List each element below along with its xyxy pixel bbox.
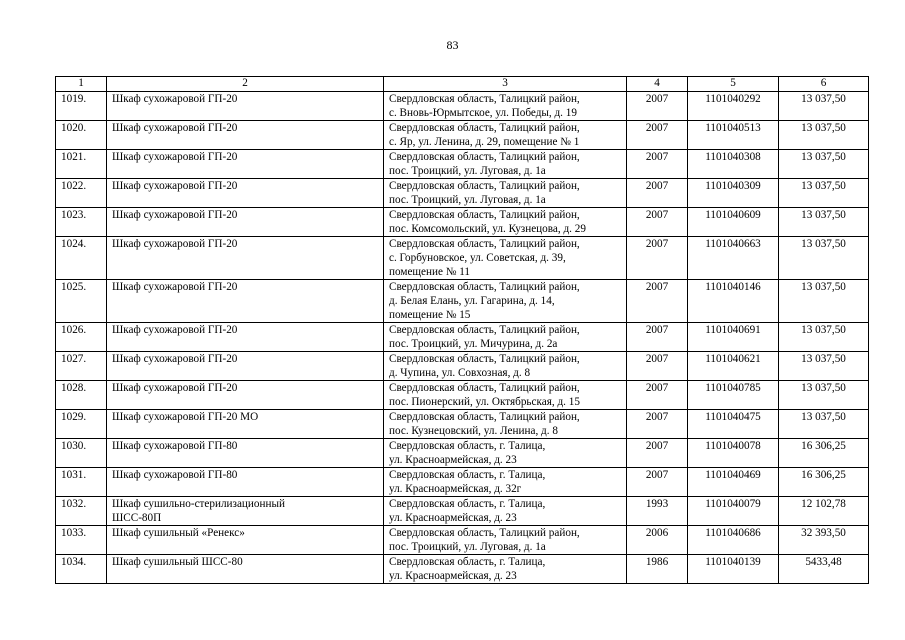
item-cost: 13 037,50 <box>779 381 869 410</box>
table-row <box>56 150 869 179</box>
inventory-number: 1101040663 <box>688 237 779 280</box>
table-row <box>56 381 869 410</box>
item-year: 2007 <box>627 468 688 497</box>
table-row <box>56 352 869 381</box>
item-address-line: д. Чупина, ул. Совхозная, д. 8 <box>389 367 531 379</box>
inventory-number: 1101040785 <box>688 381 779 410</box>
table-row <box>56 555 869 584</box>
item-year: 2007 <box>627 92 688 121</box>
row-number: 1021. <box>56 150 107 179</box>
item-address-line: Свердловская область, Талицкий район, <box>389 180 580 192</box>
item-address <box>384 208 627 237</box>
table-row <box>56 497 869 526</box>
item-name <box>107 439 384 468</box>
header-row <box>56 77 869 92</box>
header-col-1: 1 <box>56 77 107 92</box>
item-address-line: Свердловская область, г. Талица, <box>389 469 546 481</box>
item-year: 2007 <box>627 150 688 179</box>
header-col-4: 4 <box>627 77 688 92</box>
item-address <box>384 237 627 280</box>
item-name <box>107 121 384 150</box>
inventory-number: 1101040308 <box>688 150 779 179</box>
item-name-line: Шкаф сухожаровой ГП-20 <box>112 180 238 192</box>
row-number: 1019. <box>56 92 107 121</box>
item-address-line: Свердловская область, г. Талица, <box>389 498 546 510</box>
row-number: 1024. <box>56 237 107 280</box>
table-body <box>56 92 869 584</box>
row-number: 1032. <box>56 497 107 526</box>
table-row <box>56 208 869 237</box>
item-address <box>384 439 627 468</box>
header-col-6: 6 <box>779 77 869 92</box>
item-address-line: ул. Красноармейская, д. 23 <box>389 512 517 524</box>
inventory-number: 1101040309 <box>688 179 779 208</box>
item-address-line: Свердловская область, Талицкий район, <box>389 238 580 250</box>
item-address <box>384 92 627 121</box>
item-name <box>107 526 384 555</box>
inventory-number: 1101040609 <box>688 208 779 237</box>
item-year: 2007 <box>627 280 688 323</box>
item-name-line: Шкаф сухожаровой ГП-20 <box>112 324 238 336</box>
item-address <box>384 497 627 526</box>
row-number: 1027. <box>56 352 107 381</box>
item-name-line: Шкаф сухожаровой ГП-20 МО <box>112 411 259 423</box>
inventory-table <box>55 76 869 584</box>
item-year: 2007 <box>627 179 688 208</box>
item-name <box>107 497 384 526</box>
item-name <box>107 323 384 352</box>
item-address-line: Свердловская область, г. Талица, <box>389 556 546 568</box>
item-name-line: Шкаф сухожаровой ГП-20 <box>112 122 238 134</box>
item-cost: 16 306,25 <box>779 439 869 468</box>
item-address-line: Свердловская область, Талицкий район, <box>389 382 580 394</box>
item-year: 2007 <box>627 410 688 439</box>
item-address-line: с. Вновь-Юрмытское, ул. Победы, д. 19 <box>389 107 577 119</box>
item-address-line: пос. Троицкий, ул. Луговая, д. 1а <box>389 541 546 553</box>
item-address <box>384 410 627 439</box>
item-name-line: Шкаф сухожаровой ГП-20 <box>112 281 238 293</box>
row-number: 1028. <box>56 381 107 410</box>
item-name-line: Шкаф сухожаровой ГП-20 <box>112 382 238 394</box>
header-col-3: 3 <box>384 77 627 92</box>
item-year: 2007 <box>627 439 688 468</box>
item-year: 2006 <box>627 526 688 555</box>
row-number: 1020. <box>56 121 107 150</box>
header-col-5: 5 <box>688 77 779 92</box>
item-cost: 13 037,50 <box>779 280 869 323</box>
item-cost: 13 037,50 <box>779 323 869 352</box>
item-cost: 13 037,50 <box>779 179 869 208</box>
row-number: 1029. <box>56 410 107 439</box>
inventory-number: 1101040078 <box>688 439 779 468</box>
row-number: 1026. <box>56 323 107 352</box>
item-cost: 13 037,50 <box>779 150 869 179</box>
item-name <box>107 468 384 497</box>
item-name <box>107 410 384 439</box>
item-address <box>384 179 627 208</box>
item-name <box>107 150 384 179</box>
table-row <box>56 410 869 439</box>
item-name <box>107 352 384 381</box>
item-address <box>384 555 627 584</box>
item-address-line: пос. Комсомольский, ул. Кузнецова, д. 29 <box>389 223 586 235</box>
item-name-line: Шкаф сушильно-стерилизационный <box>112 498 285 510</box>
item-year: 2007 <box>627 381 688 410</box>
item-address-line: Свердловская область, Талицкий район, <box>389 281 580 293</box>
inventory-number: 1101040691 <box>688 323 779 352</box>
item-address-line: пос. Троицкий, ул. Мичурина, д. 2а <box>389 338 558 350</box>
table-row <box>56 179 869 208</box>
item-address <box>384 468 627 497</box>
row-number: 1033. <box>56 526 107 555</box>
item-name-line: Шкаф сухожаровой ГП-20 <box>112 151 238 163</box>
item-address-line: Свердловская область, Талицкий район, <box>389 353 580 365</box>
item-address-line: Свердловская область, Талицкий район, <box>389 411 580 423</box>
item-name <box>107 208 384 237</box>
item-name <box>107 179 384 208</box>
item-address-line: пос. Пионерский, ул. Октябрьская, д. 15 <box>389 396 580 408</box>
item-address-line: Свердловская область, Талицкий район, <box>389 93 580 105</box>
item-address-line: Свердловская область, Талицкий район, <box>389 151 580 163</box>
inventory-number: 1101040469 <box>688 468 779 497</box>
item-cost: 32 393,50 <box>779 526 869 555</box>
item-year: 2007 <box>627 237 688 280</box>
item-address <box>384 121 627 150</box>
item-name-line: Шкаф сушильный ШСС-80 <box>112 556 243 568</box>
item-address-line: ул. Красноармейская, д. 23 <box>389 570 517 582</box>
item-name <box>107 237 384 280</box>
item-name-line: Шкаф сухожаровой ГП-80 <box>112 440 238 452</box>
item-cost: 13 037,50 <box>779 410 869 439</box>
item-year: 2007 <box>627 352 688 381</box>
inventory-number: 1101040621 <box>688 352 779 381</box>
item-cost: 13 037,50 <box>779 92 869 121</box>
inventory-number: 1101040686 <box>688 526 779 555</box>
item-address-line: с. Яр, ул. Ленина, д. 29, помещение № 1 <box>389 136 580 148</box>
inventory-number: 1101040513 <box>688 121 779 150</box>
table-row <box>56 439 869 468</box>
item-address-line: д. Белая Елань, ул. Гагарина, д. 14, <box>389 295 555 307</box>
inventory-number: 1101040146 <box>688 280 779 323</box>
item-name-line: Шкаф сухожаровой ГП-20 <box>112 93 238 105</box>
item-address <box>384 526 627 555</box>
item-address <box>384 280 627 323</box>
row-number: 1030. <box>56 439 107 468</box>
item-name-line: ШСС-80П <box>112 512 162 524</box>
table-row <box>56 92 869 121</box>
item-address-line: помещение № 15 <box>389 309 471 321</box>
item-cost: 12 102,78 <box>779 497 869 526</box>
item-year: 2007 <box>627 208 688 237</box>
header-col-2: 2 <box>107 77 384 92</box>
item-name-line: Шкаф сухожаровой ГП-20 <box>112 353 238 365</box>
item-cost: 16 306,25 <box>779 468 869 497</box>
item-address-line: ул. Красноармейская, д. 32г <box>389 483 522 495</box>
item-cost: 13 037,50 <box>779 352 869 381</box>
item-name <box>107 280 384 323</box>
table-row <box>56 526 869 555</box>
item-address-line: Свердловская область, Талицкий район, <box>389 527 580 539</box>
table-row <box>56 121 869 150</box>
row-number: 1025. <box>56 280 107 323</box>
item-year: 2007 <box>627 323 688 352</box>
item-address <box>384 381 627 410</box>
item-address-line: пос. Троицкий, ул. Луговая, д. 1а <box>389 165 546 177</box>
item-year: 1993 <box>627 497 688 526</box>
item-name-line: Шкаф сухожаровой ГП-20 <box>112 209 238 221</box>
item-year: 1986 <box>627 555 688 584</box>
item-address <box>384 150 627 179</box>
item-address <box>384 323 627 352</box>
row-number: 1031. <box>56 468 107 497</box>
inventory-number: 1101040139 <box>688 555 779 584</box>
item-address-line: Свердловская область, Талицкий район, <box>389 209 580 221</box>
item-address-line: помещение № 11 <box>389 266 470 278</box>
item-name-line: Шкаф сухожаровой ГП-80 <box>112 469 238 481</box>
table-row <box>56 280 869 323</box>
inventory-number: 1101040292 <box>688 92 779 121</box>
table-row <box>56 468 869 497</box>
item-name <box>107 555 384 584</box>
row-number: 1023. <box>56 208 107 237</box>
table-row <box>56 237 869 280</box>
item-address-line: пос. Троицкий, ул. Луговая, д. 1а <box>389 194 546 206</box>
item-address-line: Свердловская область, г. Талица, <box>389 440 546 452</box>
row-number: 1022. <box>56 179 107 208</box>
item-address-line: пос. Кузнецовский, ул. Ленина, д. 8 <box>389 425 558 437</box>
item-cost: 13 037,50 <box>779 208 869 237</box>
page-number: 83 <box>446 38 459 52</box>
item-name-line: Шкаф сушильный «Ренекс» <box>112 527 245 539</box>
item-year: 2007 <box>627 121 688 150</box>
item-name-line: Шкаф сухожаровой ГП-20 <box>112 238 238 250</box>
item-cost: 5433,48 <box>779 555 869 584</box>
inventory-number: 1101040475 <box>688 410 779 439</box>
item-address-line: ул. Красноармейская, д. 23 <box>389 454 517 466</box>
item-address-line: Свердловская область, Талицкий район, <box>389 122 580 134</box>
inventory-number: 1101040079 <box>688 497 779 526</box>
item-address-line: с. Горбуновское, ул. Советская, д. 39, <box>389 252 566 264</box>
item-cost: 13 037,50 <box>779 237 869 280</box>
table-row <box>56 323 869 352</box>
item-name <box>107 381 384 410</box>
item-address-line: Свердловская область, Талицкий район, <box>389 324 580 336</box>
item-cost: 13 037,50 <box>779 121 869 150</box>
item-address <box>384 352 627 381</box>
row-number: 1034. <box>56 555 107 584</box>
item-name <box>107 92 384 121</box>
